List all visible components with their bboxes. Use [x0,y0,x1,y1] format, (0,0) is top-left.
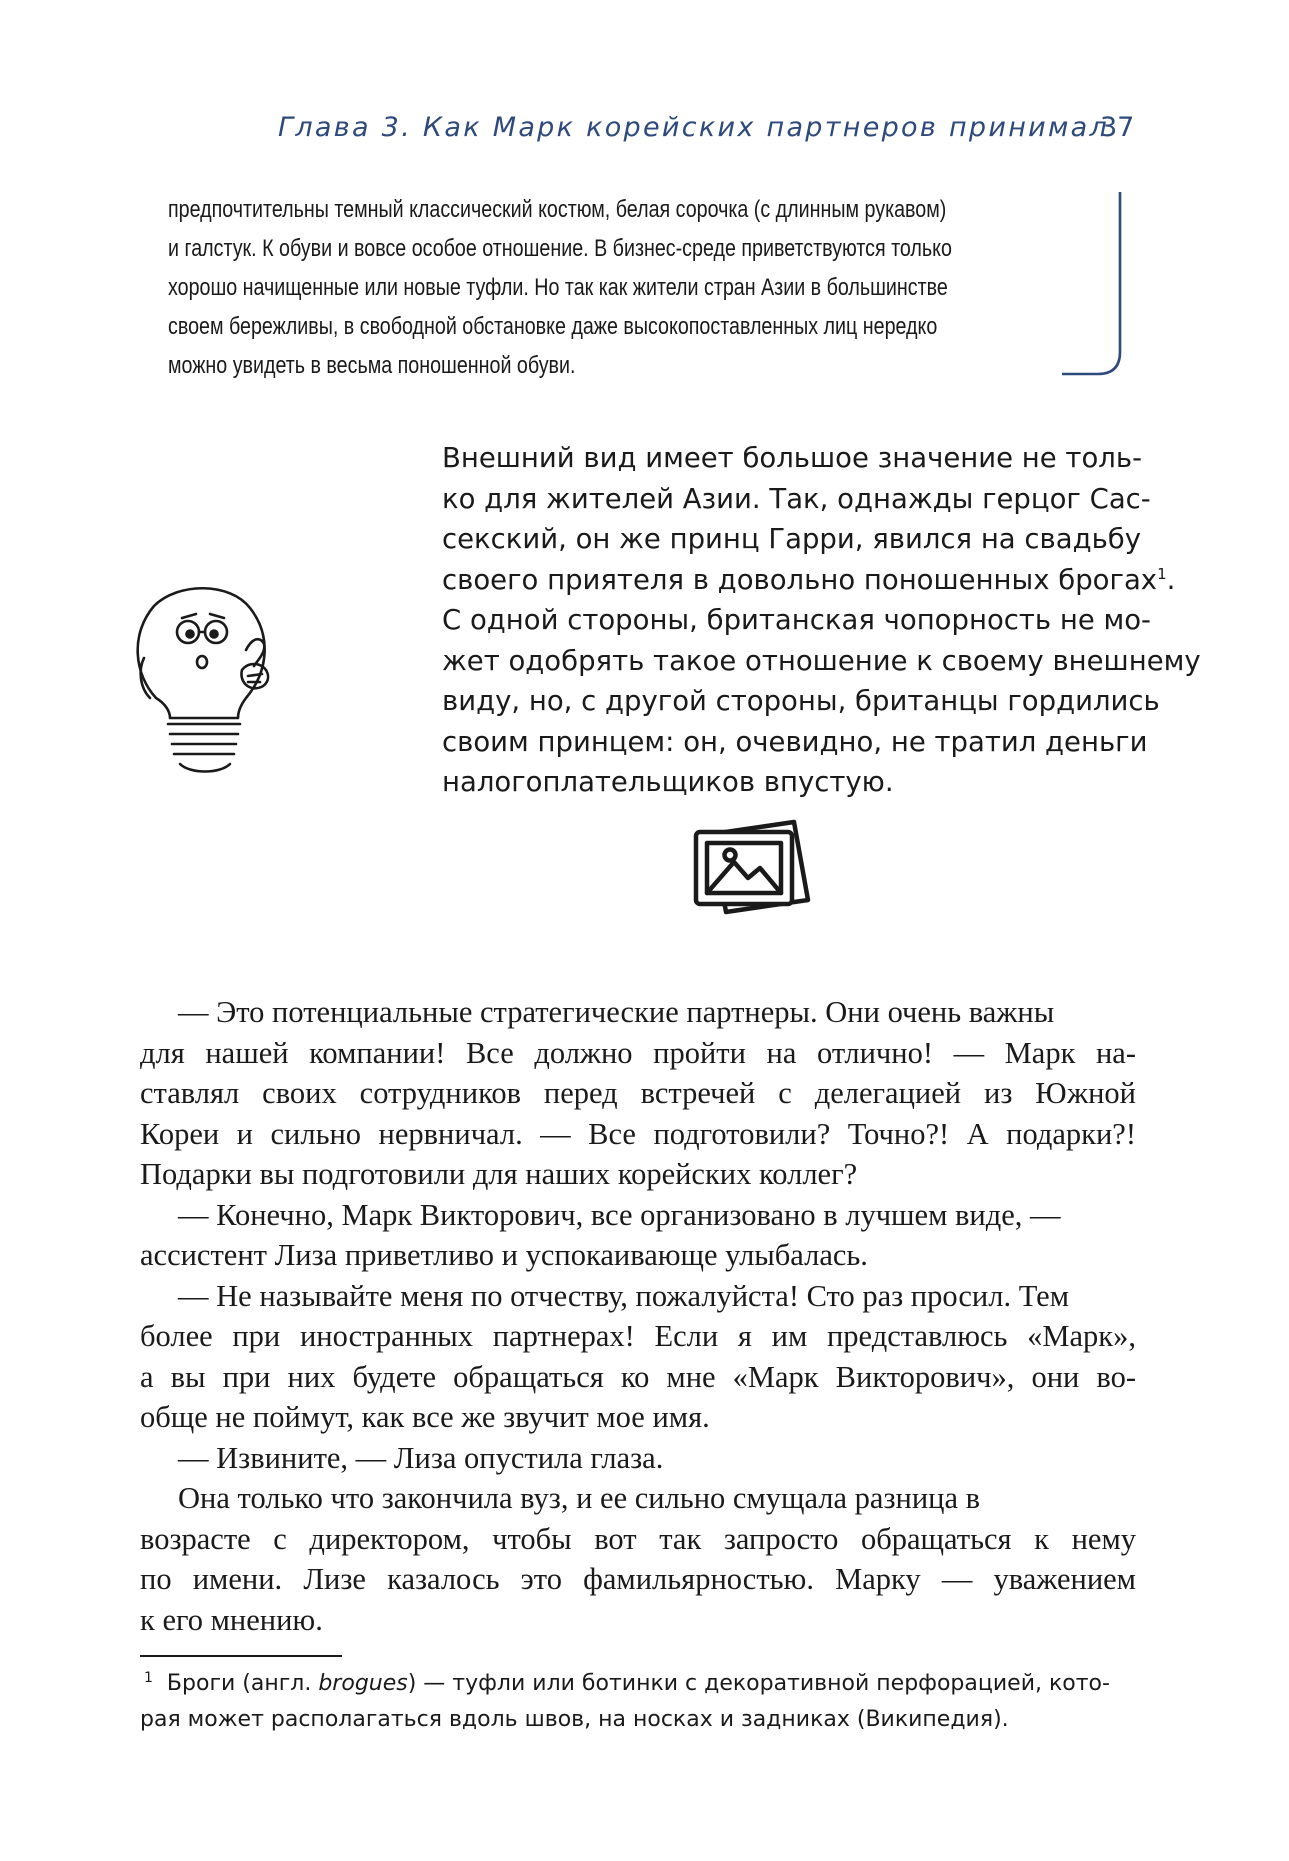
footnote [140,1666,1136,1738]
body-line: Она только что закончила вуз, и ее сильно смущала разница в [178,1481,981,1515]
body-line: ассистент Лиза приветливо и успокаивающе улыбалась. [140,1238,868,1272]
lightbulb-character-icon [130,578,290,778]
aside-line: ко для жителей Азии. Так, однажды герцог Сас- [442,482,1151,515]
footnote-reference[interactable]: 1 [1157,564,1167,583]
body-line: более при иностранных партнерах! Если я им представлюсь «Марк», [140,1319,1136,1353]
aside-line: налогоплательщиков впустую. [442,766,894,798]
boxed-note-line: предпочтительны темный классический костюм, белая сорочка (с длинным рукавом) [168,196,947,223]
body-line: ставлял своих сотрудников перед встречей с делегацией из Южной [140,1076,1136,1110]
boxed-note-line: хорошо начищенные или новые туфли. Но так как жители стран Азии в большинстве [168,274,948,301]
aside-line-tail: . [1166,563,1176,596]
boxed-note-line: своем бережливы, в свободной обстановке даже высокопоставленных лиц нередко [168,313,938,340]
aside-line: жет одобрять такое отношение к своему внешнему [442,644,1201,677]
aside-line: Внешний вид имеет большое значение не толь- [442,442,1142,474]
body-line: возрасте с директором, чтобы вот так запросто обращаться к нему [140,1521,1136,1556]
footnote-text: ) — туфли или ботинки с декоративной перфорацией, кото- [407,1671,1110,1696]
aside-line-with-footnote [442,560,1176,601]
body-line: обще не поймут, как все же звучит мое имя. [140,1400,710,1434]
aside-line: виду, но, с другой стороны, британцы гордились [442,685,1160,717]
footnote-line [140,1666,1136,1702]
footnote-separator [140,1655,342,1657]
bracket-decoration [1062,190,1132,378]
boxed-note [168,190,1098,385]
boxed-note-line: можно увидеть в весьма поношенной обуви. [168,352,576,379]
body-line: — Конечно, Марк Викторович, все организовано в лучшем виде, — [178,1197,1061,1232]
page-number: 37 [1100,112,1135,143]
footnote-line: рая может располагаться вдоль швов, на носках и задниках (Википедия). [140,1707,1009,1732]
page-header [0,112,1289,152]
body-line: а вы при них будете обращаться ко мне «Марк Викторович», они во- [140,1359,1136,1394]
aside-line: своего приятеля в довольно поношенных брогах [442,563,1158,596]
body-line: Кореи и сильно нервничал. — Все подготовили? Точно?! А подарки?! [140,1116,1136,1151]
running-title: Глава 3. Как Марк корейских партнеров принимал [278,112,1110,143]
aside-line: своим принцем: он, очевидно, не тратил деньги [442,725,1148,758]
body-line: — Не называйте меня по отчеству, пожалуйста! Сто раз просил. Тем [178,1278,1070,1313]
body-line: Подарки вы подготовили для наших корейских коллег? [140,1157,858,1191]
photo-gallery-icon [690,812,814,922]
body-text [140,992,1136,1640]
body-line: — Это потенциальные стратегические партнеры. Они очень важны [178,995,1055,1029]
boxed-note-line: и галстук. К обуви и вовсе особое отношение. В бизнес-среде приветствуются только [168,235,952,262]
aside-text [442,438,1201,803]
body-line: к его мнению. [140,1602,323,1637]
aside-line: С одной стороны, британская чопорность не мо- [442,604,1151,636]
footnote-term: brogues [318,1671,408,1696]
footnote-number: 1 [144,1669,153,1686]
body-line: по имени. Лизе казалось это фамильярностью. Марку — уважением [140,1562,1136,1596]
body-line: — Извините, — Лиза опустила глаза. [178,1440,664,1475]
footnote-text: Броги (англ. [166,1671,319,1696]
body-line: для нашей компании! Все должно пройти на отлично! — Марк на- [140,1035,1136,1070]
aside-line: секский, он же принц Гарри, явился на свадьбу [442,523,1142,555]
